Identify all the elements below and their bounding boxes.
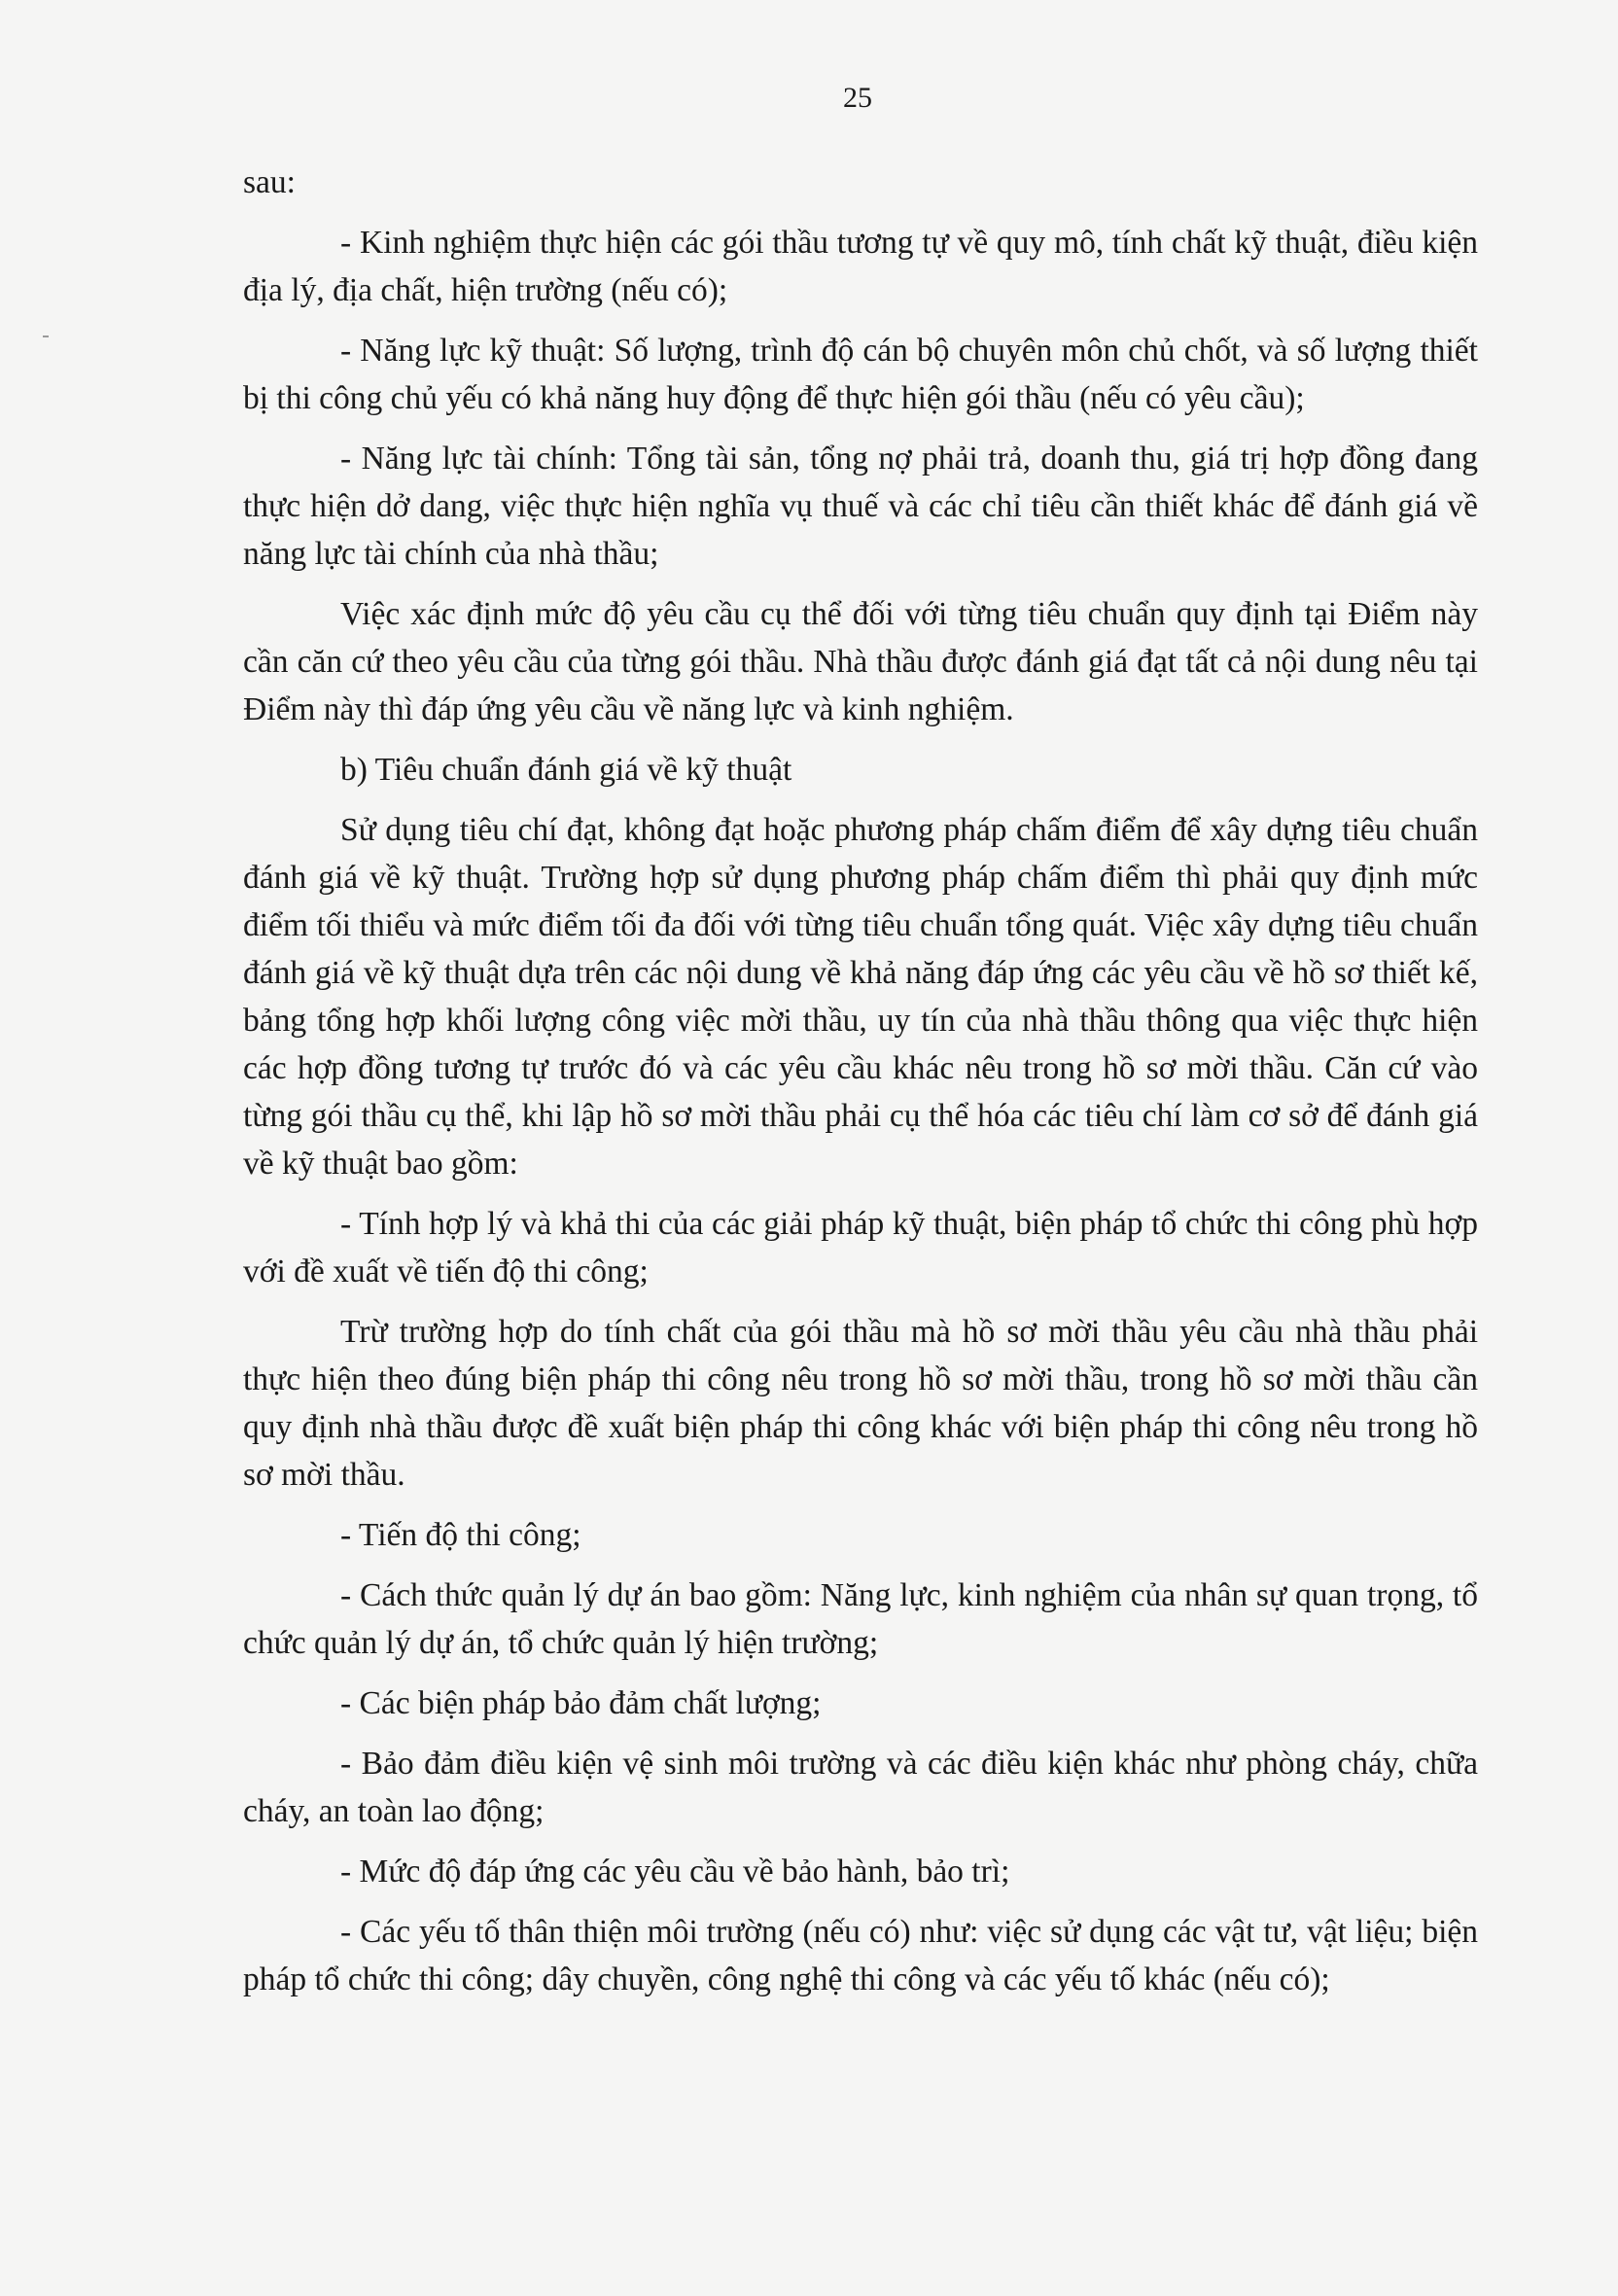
paragraph-warranty: - Mức độ đáp ứng các yêu cầu về bảo hành, bảo trì;	[340, 1854, 1010, 1890]
paragraph-feasibility: - Tính hợp lý và khả thi của các giải pháp kỹ thuật, biện pháp tổ chức thi công phù hợp với đề xuất về tiến độ thi công;	[243, 1206, 1478, 1289]
paragraph-experience: - Kinh nghiệm thực hiện các gói thầu tương tự về quy mô, tính chất kỹ thuật, điều kiện địa lý, địa chất, hiện trường (nếu có);	[243, 225, 1478, 308]
paragraph-technical-capacity: - Năng lực kỹ thuật: Số lượng, trình độ cán bộ chuyên môn chủ chốt, và số lượng thiết bị thi công chủ yếu có khả năng huy động để thực hiện gói thầu (nếu có yêu cầu);	[243, 333, 1478, 416]
paragraph-section-b-heading: b) Tiêu chuẩn đánh giá về kỹ thuật	[340, 752, 792, 788]
paragraph-project-management: - Cách thức quản lý dự án bao gồm: Năng lực, kinh nghiệm của nhân sự quan trọng, tổ chức quản lý dự án, tổ chức quản lý hiện trường;	[243, 1577, 1478, 1661]
paragraph-schedule: - Tiến độ thi công;	[340, 1517, 581, 1553]
page-number: 25	[843, 82, 872, 114]
paragraph-eco-factors: - Các yếu tố thân thiện môi trường (nếu có) như: việc sử dụng các vật tư, vật liệu; biện pháp tổ chức thi công; dây chuyền, công nghệ thi công và các yếu tố khác (nếu có);	[243, 1914, 1478, 1997]
scan-artifact-mark	[43, 336, 49, 337]
paragraph-technical-criteria: Sử dụng tiêu chí đạt, không đạt hoặc phương pháp chấm điểm để xây dựng tiêu chuẩn đánh giá về kỹ thuật. Trường hợp sử dụng phương pháp chấm điểm thì phải quy định mức điểm tối thiểu và mức điểm tối đa đối với từng tiêu chuẩn tổng quát. Việc xây dựng tiêu chuẩn đánh giá về kỹ thuật dựa trên các nội dung về khả năng đáp ứng các yêu cầu về hồ sơ thiết kế, bảng tổng hợp khối lượng công việc mời thầu, uy tín của nhà thầu thông qua việc thực hiện các hợp đồng tương tự trước đó và các yêu cầu khác nêu trong hồ sơ mời thầu. Căn cứ vào từng gói thầu cụ thể, khi lập hồ sơ mời thầu phải cụ thể hóa các tiêu chí làm cơ sở để đánh giá về kỹ thuật bao gồm:	[243, 812, 1478, 1182]
paragraph-construction-method: Trừ trường hợp do tính chất của gói thầu mà hồ sơ mời thầu yêu cầu nhà thầu phải thực hiện theo đúng biện pháp thi công nêu trong hồ sơ mời thầu, trong hồ sơ mời thầu cần quy định nhà thầu được đề xuất biện pháp thi công khác với biện pháp thi công nêu trong hồ sơ mời thầu.	[243, 1314, 1478, 1493]
paragraph-requirement-level: Việc xác định mức độ yêu cầu cụ thể đối với từng tiêu chuẩn quy định tại Điểm này cần căn cứ theo yêu cầu của từng gói thầu. Nhà thầu được đánh giá đạt tất cả nội dung nêu tại Điểm này thì đáp ứng yêu cầu về năng lực và kinh nghiệm.	[243, 596, 1478, 727]
paragraph-continuation: sau:	[243, 164, 296, 200]
paragraph-financial-capacity: - Năng lực tài chính: Tổng tài sản, tổng nợ phải trả, doanh thu, giá trị hợp đồng đang thực hiện dở dang, việc thực hiện nghĩa vụ thuế và các chỉ tiêu cần thiết khác để đánh giá về năng lực tài chính của nhà thầu;	[243, 441, 1478, 572]
document-body	[243, 159, 1478, 2016]
paragraph-quality-assurance: - Các biện pháp bảo đảm chất lượng;	[340, 1685, 822, 1721]
paragraph-environment-safety: - Bảo đảm điều kiện vệ sinh môi trường và các điều kiện khác như phòng cháy, chữa cháy, an toàn lao động;	[243, 1746, 1478, 1829]
